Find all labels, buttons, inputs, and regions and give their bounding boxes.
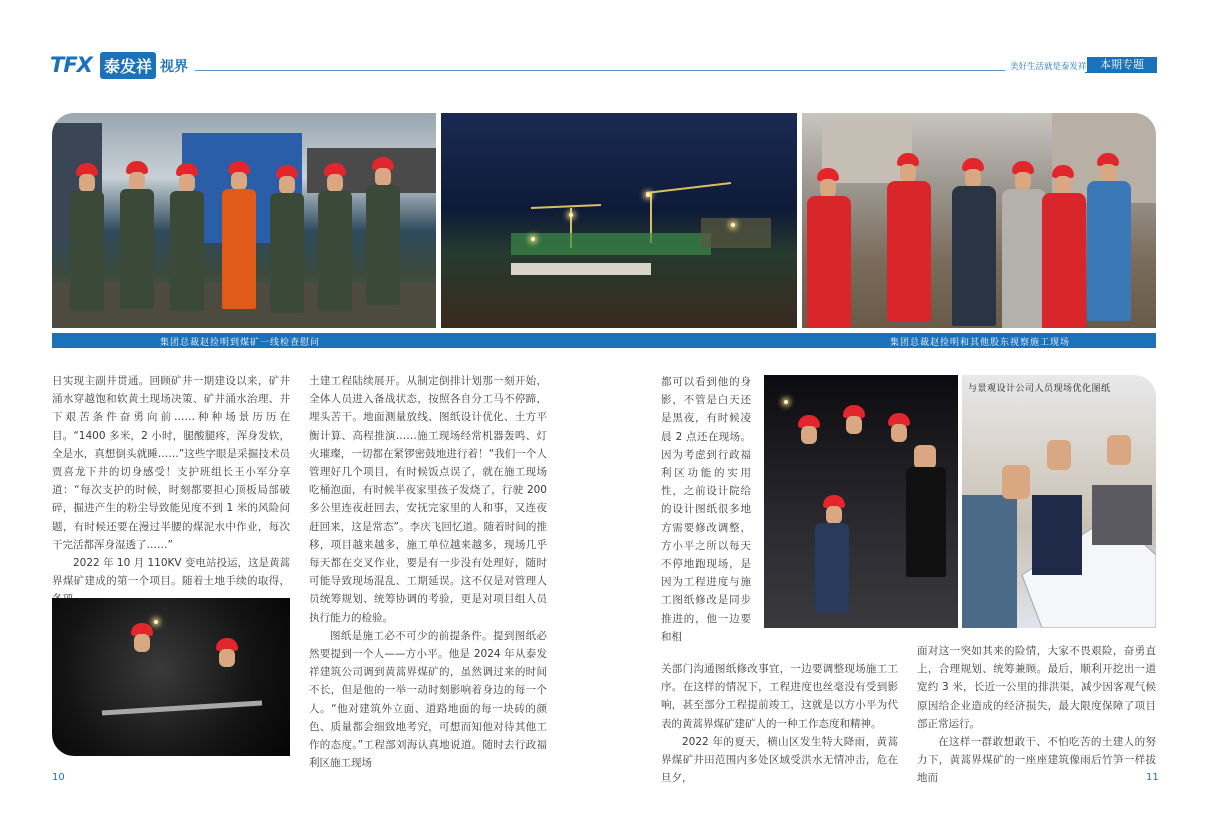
- caption-right: 集团总裁赵捡明和其他股东视察施工现场: [890, 338, 1071, 348]
- paragraph: 2022 年的夏天，横山区发生特大降雨，黄蒿界煤矿井田范围内多处区域受洪水无情冲击，危在旦夕，: [661, 735, 898, 785]
- logo-brand-name: 泰发祥: [100, 52, 156, 79]
- night-site-illustration: [441, 113, 797, 328]
- photo-mine-visit: [52, 113, 436, 328]
- text-column-2: [309, 372, 547, 772]
- drill-illustration: [52, 598, 290, 756]
- photo-site-inspection: [802, 113, 1156, 328]
- person-face: [1002, 465, 1030, 499]
- text-column-1: [52, 372, 290, 609]
- header-rule: [195, 70, 1005, 71]
- photo-night-site: [441, 113, 797, 328]
- text-column-4: [661, 660, 898, 787]
- photo-design-review: [962, 375, 1156, 628]
- logo-suffix: 视界: [160, 59, 188, 75]
- paragraph: 土建工程陆续展开。从制定倒排计划那一刻开始，全体人员进入备战状态，按照各自分工马不停蹄，埋头苦干。地面测量放线、图纸设计优化、土方平衡计算、高程推演……施工现场经常机器轰鸣、灯火璀璨，一切都在紧锣密鼓地进行着！“我们一个人管理好几个项目，有时候饭点误了，就在施工现场吃桶泡面，有时候半夜家里孩子发烧了，行驶 200 多公里连夜赶回去，安抚完家里的人和事，又连夜赶回来，这是常态”。李庆飞回忆道。随着时间的推移，项目越来越多，施工单位越来越多，现场几乎每天都在交叉作业，要是有一步没有处理好，随时可能导致现场混乱、工期延误。这不仅是对管理人员统筹规划、统筹协调的考验，更是对项目组人员执行能力的检验。: [309, 375, 547, 624]
- paragraph: 日实现主副井贯通。回顾矿井一期建设以来，矿井涌水穿越饱和软黄土现场决策、矿井涌水治理、井下艰苦条件奋勇向前……种种场景历历在目。“1400 多米，2 小时，腿酸腿疼，浑身发软，全是水，真想倒头就睡……”这些字眼是采掘技术员贾喜龙下井的切身感受！支护班组长王小军分享道：“每次支护的时候，时刻都要担心顶板局部破碎，掘进产生的粉尘导致能见度不到 1 米的风险问题，有时候还要在漫过半腰的煤泥水中作业，每次干完活都浑身湿透了……”: [52, 375, 290, 551]
- caption-photo-design-review: 与景观设计公司人员现场优化图纸: [968, 384, 1111, 394]
- page-number-right: 11: [1146, 772, 1159, 783]
- section-underline: [1085, 72, 1157, 73]
- person-face: [1107, 435, 1131, 465]
- page-number-left: 10: [52, 772, 65, 783]
- text-column-5: [917, 642, 1156, 788]
- photo-night-meeting: [764, 375, 958, 628]
- paragraph: 面对这一突如其来的险情，大家不畏艰险，奋勇直上，合理规划、统筹兼顾。最后，顺利开挖出一道宽约 3 米，长近一公里的排洪渠，减少因客观气候原因给企业造成的经济损失，最大限度保障了项目部正常运行。: [917, 645, 1156, 730]
- text-column-3: [661, 373, 751, 646]
- header-slogan: 美好生活就是泰发祥: [1010, 62, 1087, 72]
- paragraph: 2022 年 10 月 110KV 变电站投运，这是黄蒿界煤矿建成的第一个项目。随着土地手续的取得，: [52, 557, 290, 588]
- person-face: [1047, 440, 1071, 470]
- paragraph: 图纸是施工必不可少的前提条件。提到图纸必然要提到一个人——方小平。他是 2024 年从泰发祥建筑公司调到黄蒿界煤矿的，虽然调过来的时间不长，但是他的一举一动时刻影响着身边的每一个人。“他对建筑外立面、道路地面的每一块砖的颜色、质量都会细致地考究，可想而知他对待其他工作的态度。”工程部刘海认真地说道。随时去行政福利区施工现场: [309, 629, 547, 770]
- paragraph: 都可以看到他的身影，不管是白天还是黑夜，有时候凌晨 2 点还在现场。因为考虑到行政福利区功能的实用性，之前设计院给的设计图纸很多地方需要修改调整，方小平之所以每天不停地跑现场，是因为工程进度与施工图纸修改是同步推进的，他一边要和相: [661, 376, 751, 643]
- paragraph: 在这样一群敢想敢干、不怕吃苦的土建人的努力下，黄蒿界煤矿的一座座建筑像雨后竹笋一样拔地而: [917, 736, 1156, 785]
- section-tag: 本期专题: [1087, 57, 1157, 72]
- paragraph: 关部门沟通图纸修改事宜，一边要调整现场施工工序。在这样的情况下，工程进度也丝毫没有受到影响，甚至部分工程提前竣工，这就是以方小平为代表的黄蒿界煤矿建矿人的一种工作态度和精神。: [661, 663, 898, 730]
- photo-underground-work: [52, 598, 290, 756]
- drawing-illustration: [962, 375, 1156, 628]
- logo-tfx: TFX: [50, 53, 92, 77]
- caption-left: 集团总裁赵捡明到煤矿一线检查慰问: [160, 338, 321, 348]
